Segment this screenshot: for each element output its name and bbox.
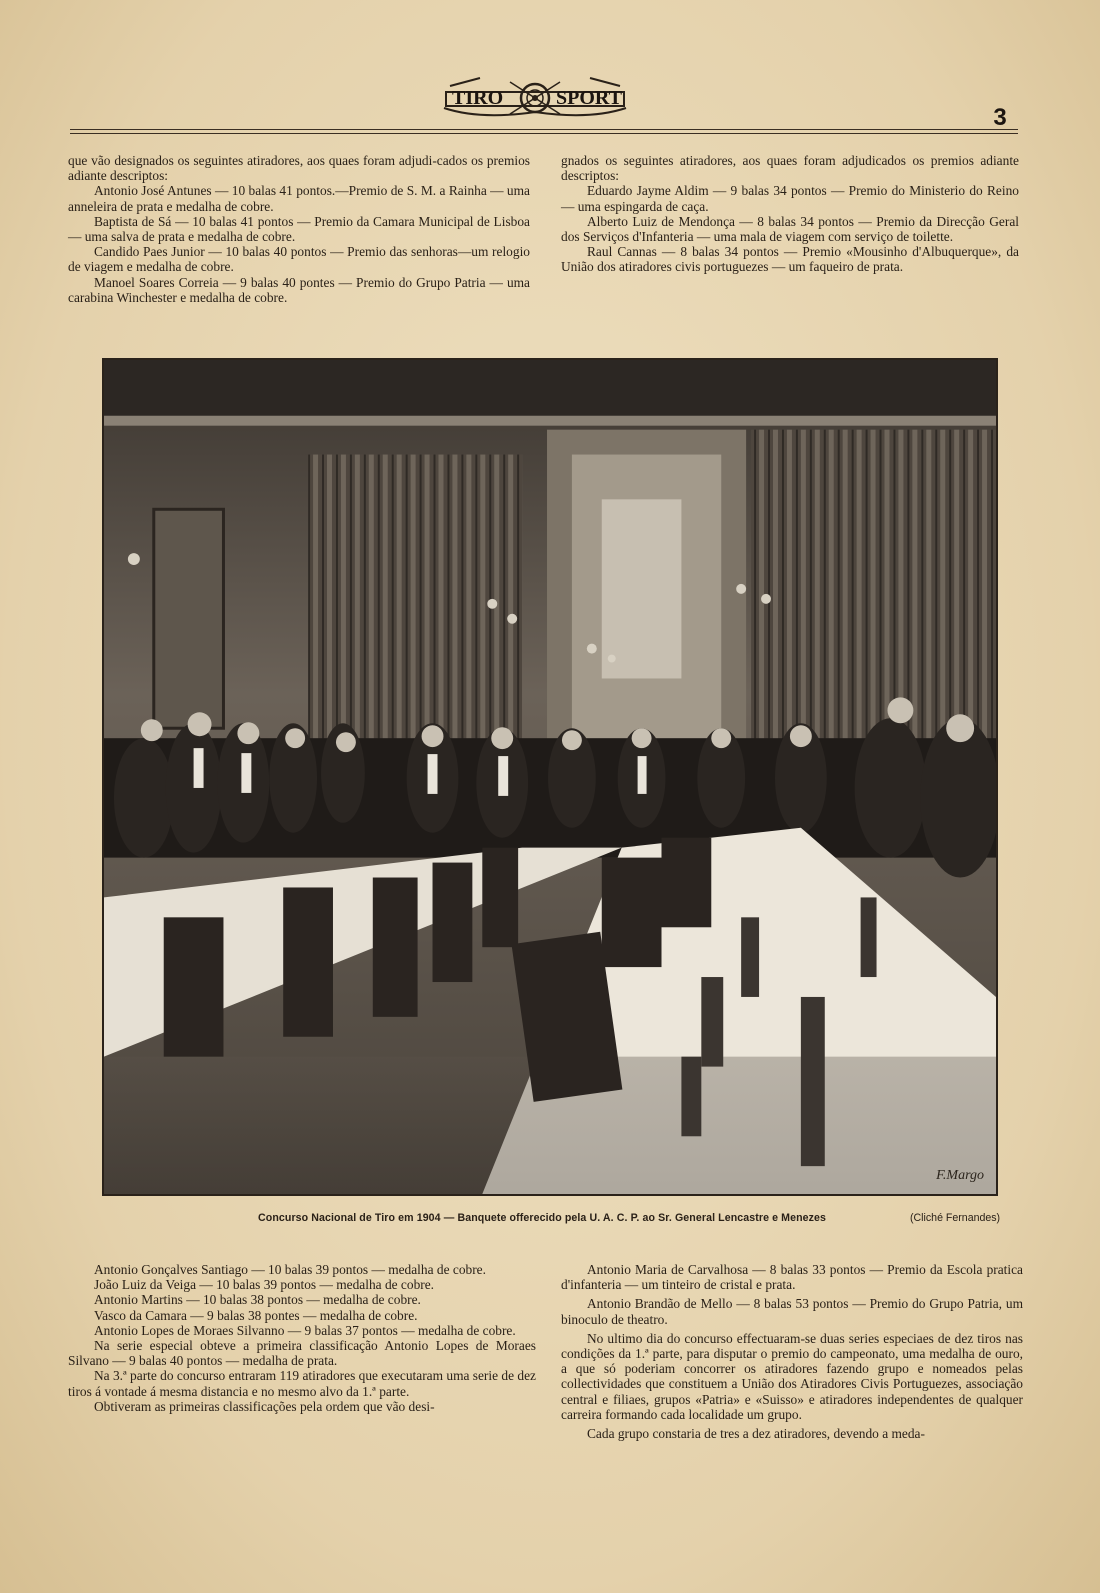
- paragraph: Na 3.ª parte do concurso entraram 119 atiradores que executaram uma serie de dez tiros á vontade á mesma distancia e no mesmo alvo da 1.ª parte.: [68, 1368, 536, 1399]
- paragraph: Obtiveram as primeiras classificações pela ordem que vão desi-: [94, 1398, 435, 1414]
- column-top-left: [68, 153, 530, 305]
- banquet-scene: [104, 360, 996, 1194]
- column-bottom-left: [68, 1262, 536, 1414]
- paragraph: Antonio Martins — 10 balas 38 pontos — medalha de cobre.: [94, 1292, 421, 1308]
- svg-text:SPORT: SPORT: [556, 87, 622, 109]
- column-bottom-right: [561, 1262, 1023, 1441]
- paragraph: que vão designados os seguintes atiradores, aos quaes foram adjudi-cados os premios adiante descriptos:: [68, 153, 530, 184]
- paragraph: Eduardo Jayme Aldim — 9 balas 34 pontos — Premio do Ministerio do Reino — uma espingarda de caça.: [561, 183, 1019, 214]
- figure-caption: Concurso Nacional de Tiro em 1904 — Banquete offerecido pela U. A. C. P. ao Sr. General Lencastre e Menezes: [258, 1212, 827, 1224]
- paragraph: Baptista de Sá — 10 balas 41 pontos — Premio da Camara Municipal de Lisboa — uma salva de prata e medalha de cobre.: [68, 213, 530, 245]
- header-rule: [70, 129, 1018, 130]
- paragraph: Alberto Luiz de Mendonça — 8 balas 34 pontos — Premio da Direcção Geral dos Serviços d'Infanteria — uma mala de viagem com serviço de toilette.: [561, 213, 1019, 245]
- paragraph: Antonio Maria de Carvalhosa — 8 balas 33 pontos — Premio da Escola pratica d'infanteria — um tinteiro de cristal e prata.: [561, 1262, 1023, 1293]
- paragraph: Manoel Soares Correia — 9 balas 40 pontes — Premio do Grupo Patria — uma carabina Winchester e medalha de cobre.: [68, 274, 530, 305]
- paragraph: Cada grupo constaria de tres a dez atiradores, devendo a meda-: [587, 1426, 925, 1442]
- paragraph: Antonio Gonçalves Santiago — 10 balas 39 pontos — medalha de cobre.: [94, 1262, 486, 1277]
- photographer-signature: F.Margo: [936, 1168, 984, 1183]
- photo-credit: (Cliché Fernandes): [910, 1212, 1001, 1224]
- page-number: 3: [993, 104, 1007, 131]
- paragraph: Vasco da Camara — 9 balas 38 pontes — medalha de cobre.: [94, 1307, 418, 1323]
- banquet-photograph: [102, 358, 998, 1196]
- svg-text:TIRO: TIRO: [452, 87, 504, 109]
- paragraph: João Luiz da Veiga — 10 balas 39 pontos — medalha de cobre.: [94, 1277, 435, 1293]
- masthead-logo: [440, 68, 630, 124]
- header-rule-thin: [70, 133, 1018, 134]
- paragraph: gnados os seguintes atiradores, aos quaes foram adjudicados os premios adiante descriptos:: [561, 153, 1019, 184]
- column-top-right: [561, 153, 1019, 275]
- paragraph: Antonio Lopes de Moraes Silvanno — 9 balas 37 pontos — medalha de cobre.: [94, 1322, 516, 1338]
- paragraph: No ultimo dia do concurso effectuaram-se duas series especiaes de dez tiros nas condições da 1.ª parte, para disputar o premio do campeonato, uma medalha de ouro, a que só poderiam concorrer os atiradores fazendo grupo e nomeados pelas collectividades que constituem a União dos Atiradores Civis Portuguezes, associação central e filiaes, grupos «Patria» e «Suisso» e atiradores independentes de qualquer carreira formando cada localidade um grupo.: [561, 1330, 1023, 1422]
- paragraph: Raul Cannas — 8 balas 34 pontos — Premio «Mousinho d'Albuquerque», da União dos atiradores civis portuguezes — um faqueiro de prata.: [561, 244, 1019, 275]
- paragraph: Na serie especial obteve a primeira classificação Antonio Lopes de Moraes Silvano — 9 balas 40 pontos — medalha de prata.: [68, 1338, 536, 1369]
- masthead-emblem: [440, 68, 630, 124]
- paragraph: Antonio José Antunes — 10 balas 41 pontos.—Premio de S. M. a Rainha — uma anneleira de prata e medalha de cobre.: [68, 183, 530, 214]
- paragraph: Antonio Brandão de Mello — 8 balas 53 pontos — Premio do Grupo Patria, um binoculo de theatro.: [561, 1296, 1023, 1327]
- paragraph: Candido Paes Junior — 10 balas 40 pontos — Premio das senhoras—um relogio de viagem e medalha de cobre.: [68, 244, 530, 275]
